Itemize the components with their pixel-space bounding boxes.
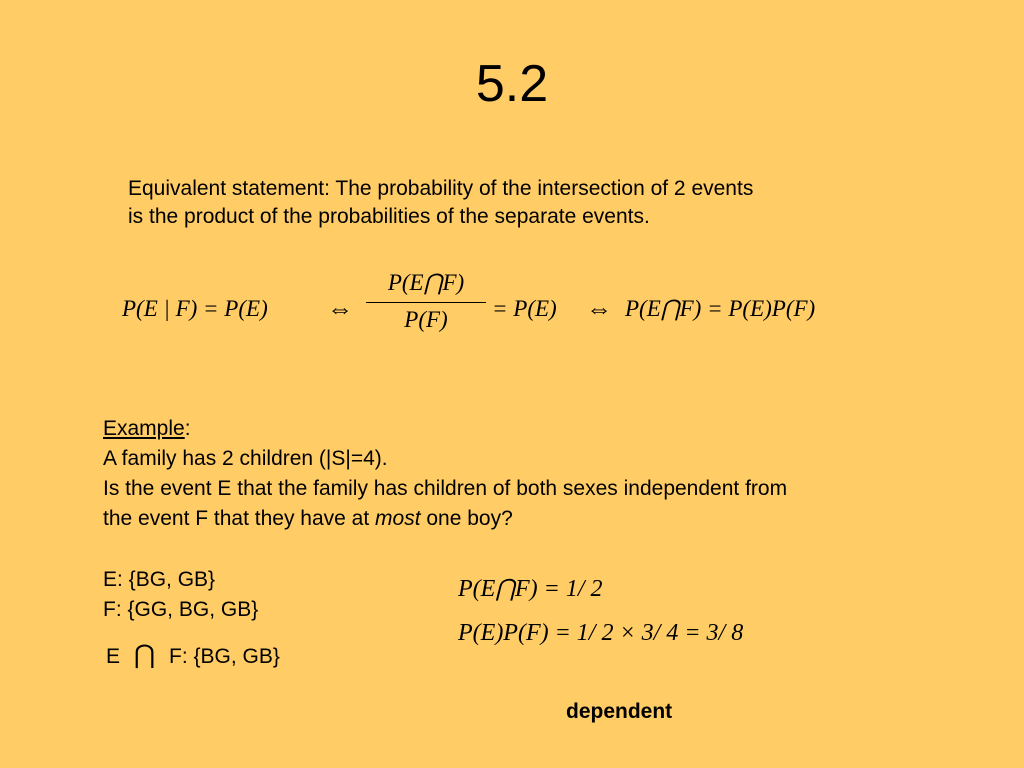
fraction-bar xyxy=(366,302,486,303)
computation-product: P(E)P(F) = 1/ 2 × 3/ 4 = 3/ 8 xyxy=(458,620,744,646)
example-heading-line xyxy=(103,414,787,444)
slide-title: 5.2 xyxy=(475,55,549,113)
formula-conditional: P(E | F) = P(E) xyxy=(122,296,268,321)
example-colon: : xyxy=(184,417,191,440)
statement-line-2: is the product of the probabilities of the separate events. xyxy=(128,205,650,228)
example-line-3 xyxy=(103,504,787,534)
event-sets xyxy=(103,565,258,625)
example-line-1: A family has 2 children (|S|=4). xyxy=(103,447,388,470)
intersection-symbol: ⋂ xyxy=(133,640,156,670)
formula-product-rule: P(E⋂F) = P(E)P(F) xyxy=(625,296,816,321)
set-f: F: {GG, BG, GB} xyxy=(103,598,259,621)
example-heading: Example xyxy=(103,417,185,440)
iff-symbol-1: ⇔ xyxy=(327,294,353,323)
iff-symbol-2: ⇔ xyxy=(586,294,612,323)
example-emphasis-most: most xyxy=(375,507,421,530)
intersection-left: E xyxy=(106,645,121,668)
example-block xyxy=(103,414,787,534)
fraction-numerator: P(E⋂F) xyxy=(387,270,465,295)
computation-intersection: P(E⋂F) = 1/ 2 xyxy=(458,576,603,602)
intersection-right: F: {BG, GB} xyxy=(169,645,280,668)
verdict-label: dependent xyxy=(566,700,673,723)
independence-formula xyxy=(122,270,912,352)
set-intersection xyxy=(106,640,280,672)
example-line-3-pre: the event F that they have at xyxy=(103,507,376,530)
formula-equals-pe: = P(E) xyxy=(492,296,557,321)
equivalent-statement xyxy=(128,175,753,231)
statement-line-1: Equivalent statement: The probability of the intersection of 2 events xyxy=(128,177,754,200)
formula-fraction xyxy=(366,270,486,333)
example-line-3-post: one boy? xyxy=(420,507,513,530)
set-e: E: {BG, GB} xyxy=(103,568,216,591)
example-line-2: Is the event E that the family has children of both sexes independent from xyxy=(103,477,788,500)
fraction-denominator: P(F) xyxy=(404,307,448,332)
